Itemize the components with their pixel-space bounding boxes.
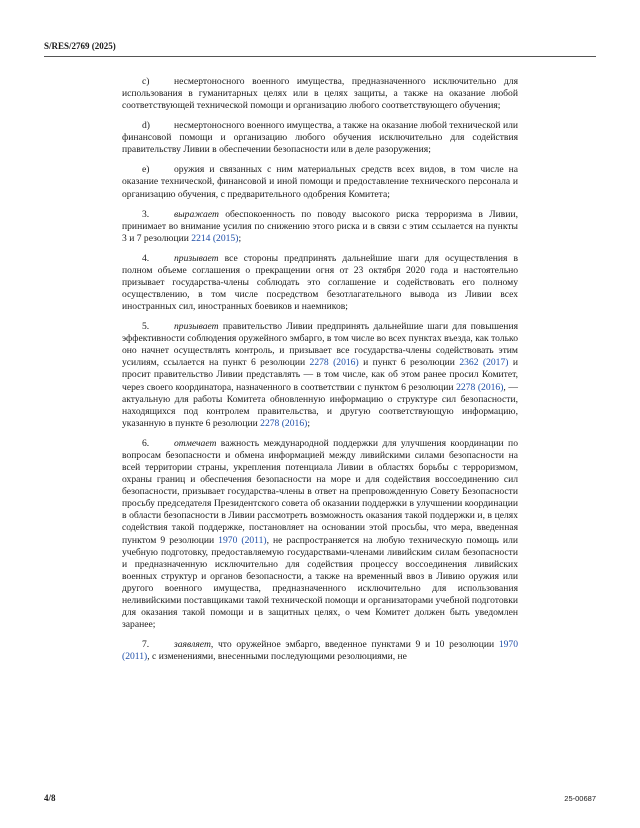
paragraph-number: 6. — [142, 437, 150, 449]
paragraph-number: 7. — [142, 639, 150, 651]
paragraph-text: и просит правительство Ливии представлять — в том числе, как об этом ранее просил Комитет, через своего координатора, назначенного в соответствии с пунктом 6 резолюции — [122, 357, 519, 393]
resolution-link[interactable]: 2278 (2016) — [309, 357, 359, 369]
paragraph-text: ; — [307, 417, 310, 429]
paragraph-number: c) — [142, 76, 150, 87]
paragraph — [122, 438, 518, 632]
paragraph — [122, 209, 518, 245]
paragraph — [122, 76, 518, 112]
resolution-link[interactable]: 2278 (2016) — [260, 417, 308, 429]
paragraph-number: 4. — [142, 252, 150, 264]
resolution-link[interactable]: 2214 (2015) — [191, 232, 239, 244]
document-code: 25-00687 — [564, 794, 596, 803]
resolution-link[interactable]: 1970 (2011) — [218, 534, 267, 546]
paragraph — [122, 321, 518, 430]
paragraph-text: и пункт 6 резолюции — [358, 357, 460, 369]
document-body — [122, 76, 518, 671]
paragraph — [122, 164, 518, 200]
operative-verb: призывает — [174, 321, 219, 333]
operative-verb: призывает — [174, 252, 219, 264]
paragraph-text: , не распространяется на любую техническую помощь или учебную подготовку, предоставляемую государствами-членами ливийским силам безопасности и предназначенную исключительно для содействия процессу воссоединения ливийских военных структур и органов безопасности, а также на временный ввоз в Ливию оружия или другого военного имущества, предназначенного исключительно для использования неливийскими поставщиками такой технической помощи и организаторами учебной подготовки для оказания такой помощи и в защитных целях, о чем Комитет должен быть уведомлен заранее; — [122, 534, 518, 631]
operative-verb: выражает — [174, 208, 219, 220]
operative-verb: заявляет — [174, 639, 211, 651]
paragraph-text: , с изменениями, внесенными последующими резолюциями, не — [147, 651, 407, 663]
paragraph-text: все стороны предпринять дальнейшие шаги для осуществления в полном объеме соглашения о прекращении огня от 23 октября 2020 года и настоятельно призывает государства-члены соблюдать это соглашение и содействовать его полному осуществлению, в том числе посредством безотлагательного вывода из Ливии всех иностранных сил, иностранных боевиков и наемников; — [122, 252, 518, 313]
paragraph-text: ; — [238, 232, 242, 244]
paragraph — [122, 639, 518, 663]
paragraph-text: оружия и связанных с ним материальных средств всех видов, в том числе на оказание технической, финансовой и иной помощи и предоставление технического персонала и организацию обучения, с предварительного одобрения Комитета; — [122, 164, 518, 200]
paragraph-text: правительство Ливии предпринять дальнейшие шаги для повышения эффективности соблюдения оружейного эмбарго, в том числе во всех пунктах въезда, как только оно начнет осуществлять контроль, и призывает все государства-члены содействовать этим усилиям, ссылается на пункт 6 резолюции — [122, 321, 518, 369]
page-number: 4/8 — [44, 793, 56, 803]
paragraph-text: несмертоносного военного имущества, предназначенного исключительно для использования в гуманитарных целях или в целях защиты, а также на оказание любой соответствующей технической помощи и организацию любого соответствующего обучения; — [122, 76, 518, 112]
paragraph — [122, 253, 518, 313]
paragraph-number: e) — [142, 164, 150, 176]
paragraph-text: , что оружейное эмбарго, введенное пунктами 9 и 10 резолюции — [210, 639, 499, 651]
paragraph-text: несмертоносного военного имущества, а также на оказание любой технической или финансовой помощи и организацию любого обучения исключительно для содействия правительству Ливии в обеспечении безопасности или в деле разоружения; — [122, 120, 518, 156]
operative-verb: отмечает — [174, 437, 217, 449]
paragraph-number: 3. — [142, 208, 150, 220]
paragraph-text: обеспокоенность по поводу высокого риска терроризма в Ливии, принимает во внимание усилия по снижению этого риска и в связи с этим ссылается на пункты 3 и 7 резолюции — [122, 208, 518, 244]
resolution-link[interactable]: 1970 (2011) — [122, 639, 518, 663]
paragraph-number: 5. — [142, 321, 150, 333]
paragraph — [122, 120, 518, 156]
document-symbol: S/RES/2769 (2025) — [44, 41, 116, 51]
header-divider — [44, 56, 596, 57]
resolution-link[interactable]: 2278 (2016) — [456, 381, 504, 393]
paragraph-text: важность международной поддержки для улучшения координации по вопросам безопасности и обмена информацией между ливийскими силами безопасности на всей территории страны, укрепления потенциала Ливии в областях борьбы с терроризмом, охраны границ и обеспечения безопасности на море и для содействия воссоединению сил безопасности, призывает государства-члены в ответ на препровожденную Совету Безопасности просьбу председателя Президентского совета об оказании поддержки в улучшении координации в области безопасности в Ливии рассмотреть возможность оказания такой поддержки и, в целях содействия такой поддержке, постановляет на основании этой просьбы, что мера, введенная пунктом 9 резолюции — [122, 437, 518, 546]
resolution-link[interactable]: 2362 (2017) — [459, 357, 509, 369]
paragraph-text: , — актуальную для работы Комитета обновленную информацию о структуре сил безопасности, находящихся под контролем правительства, и другую соответствующую информацию, указанную в пункте 6 резолюции — [122, 381, 518, 429]
paragraph-number: d) — [142, 120, 150, 132]
